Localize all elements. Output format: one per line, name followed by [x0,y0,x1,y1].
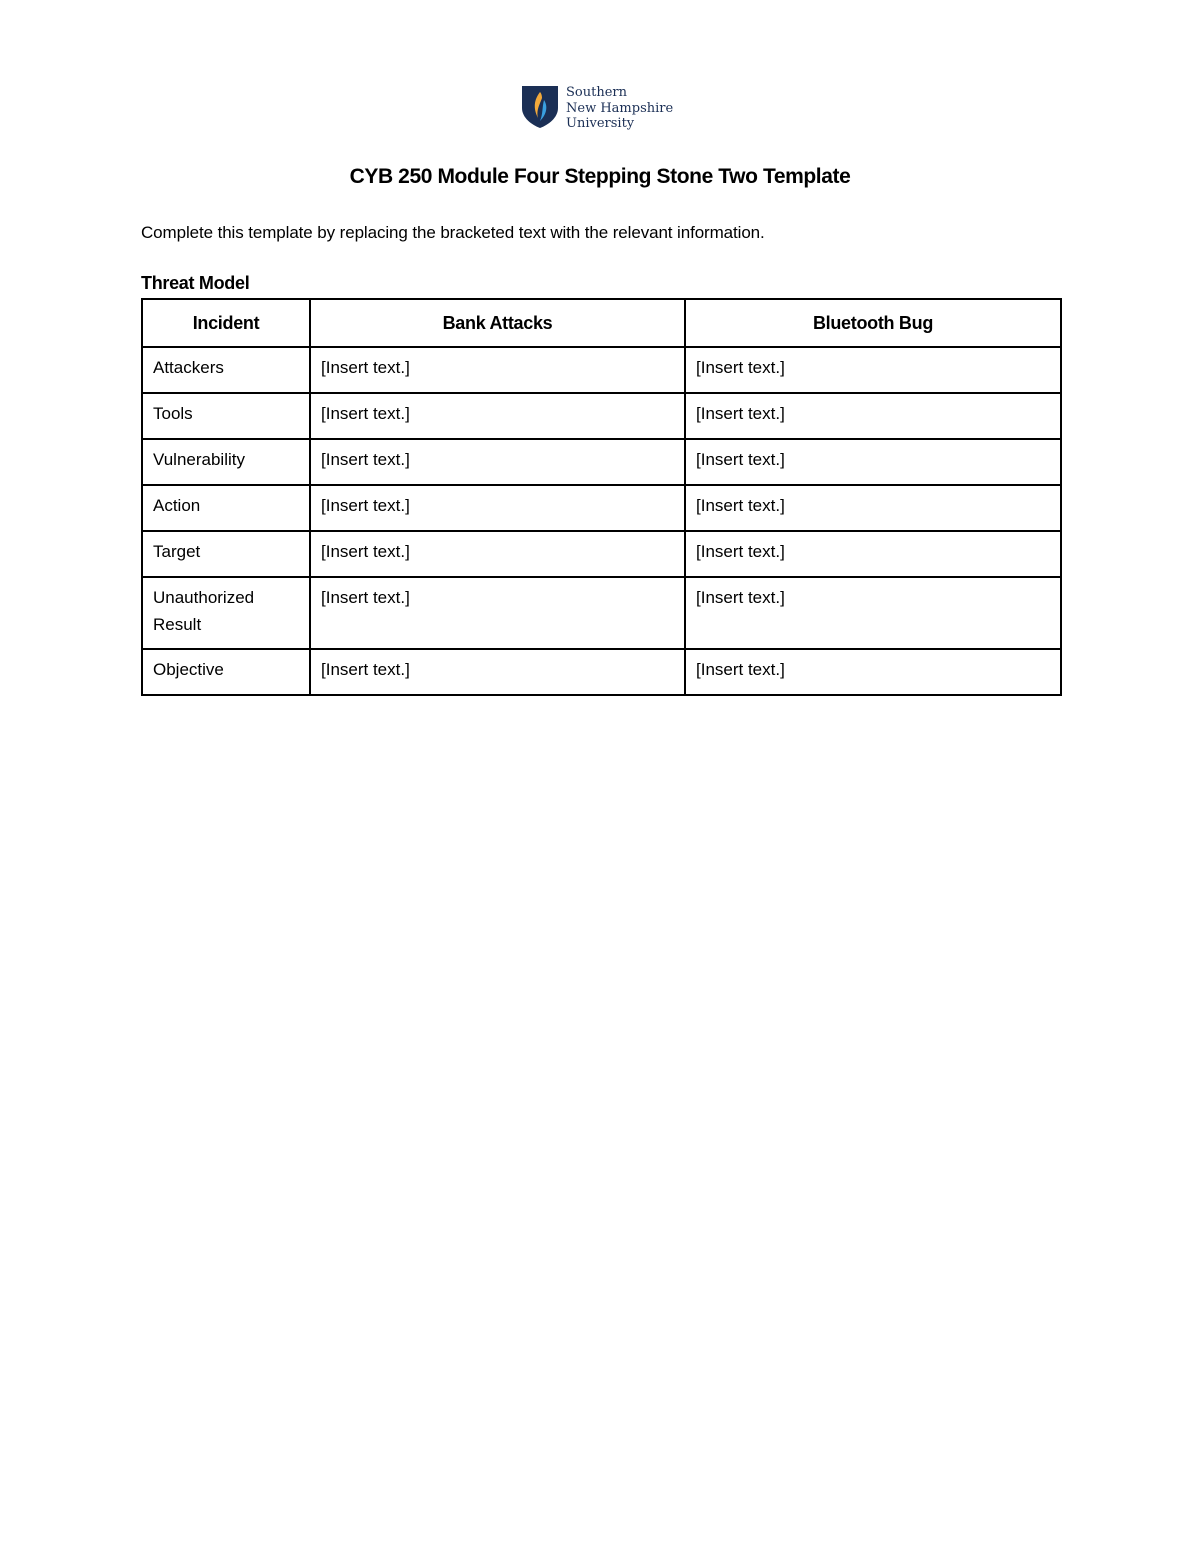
bluetooth-cell[interactable]: [Insert text.] [685,439,1061,485]
bank-cell[interactable]: [Insert text.] [310,393,685,439]
table-row [142,439,1061,485]
bluetooth-cell[interactable]: [Insert text.] [685,531,1061,577]
threat-model-table [141,298,1062,696]
university-name [566,85,673,132]
row-label: Target [142,531,310,577]
logo-line-2: New Hampshire [566,100,674,116]
logo-line-1: Southern [566,85,627,100]
bank-cell[interactable]: [Insert text.] [310,485,685,531]
bluetooth-cell[interactable]: [Insert text.] [685,577,1061,649]
row-label: Vulnerability [142,439,310,485]
row-label: Attackers [142,347,310,393]
bank-cell[interactable]: [Insert text.] [310,531,685,577]
header-bluetooth-bug: Bluetooth Bug [685,299,1061,347]
row-label: Objective [142,649,310,695]
row-label: Action [142,485,310,531]
table-row [142,393,1061,439]
logo-line-3: University [566,116,635,131]
table-row [142,577,1061,649]
bluetooth-cell[interactable]: [Insert text.] [685,649,1061,695]
table-row [142,485,1061,531]
instructions-text: Complete this template by replacing the bracketed text with the relevant information. [141,223,765,242]
bank-cell[interactable]: [Insert text.] [310,347,685,393]
table-row [142,347,1061,393]
table-row [142,649,1061,695]
table-row [142,531,1061,577]
bank-cell[interactable]: [Insert text.] [310,577,685,649]
flame-shield-icon [520,84,560,130]
bank-cell[interactable]: [Insert text.] [310,649,685,695]
section-heading: Threat Model [141,273,250,293]
header-bank-attacks: Bank Attacks [310,299,685,347]
document-title: CYB 250 Module Four Stepping Stone Two Template [349,165,851,188]
bluetooth-cell[interactable]: [Insert text.] [685,393,1061,439]
row-label: Unauthorized Result [142,577,310,649]
bank-cell[interactable]: [Insert text.] [310,439,685,485]
university-logo [520,84,673,132]
table-header-row [142,299,1061,347]
header-incident: Incident [142,299,310,347]
row-label: Tools [142,393,310,439]
bluetooth-cell[interactable]: [Insert text.] [685,485,1061,531]
bluetooth-cell[interactable]: [Insert text.] [685,347,1061,393]
